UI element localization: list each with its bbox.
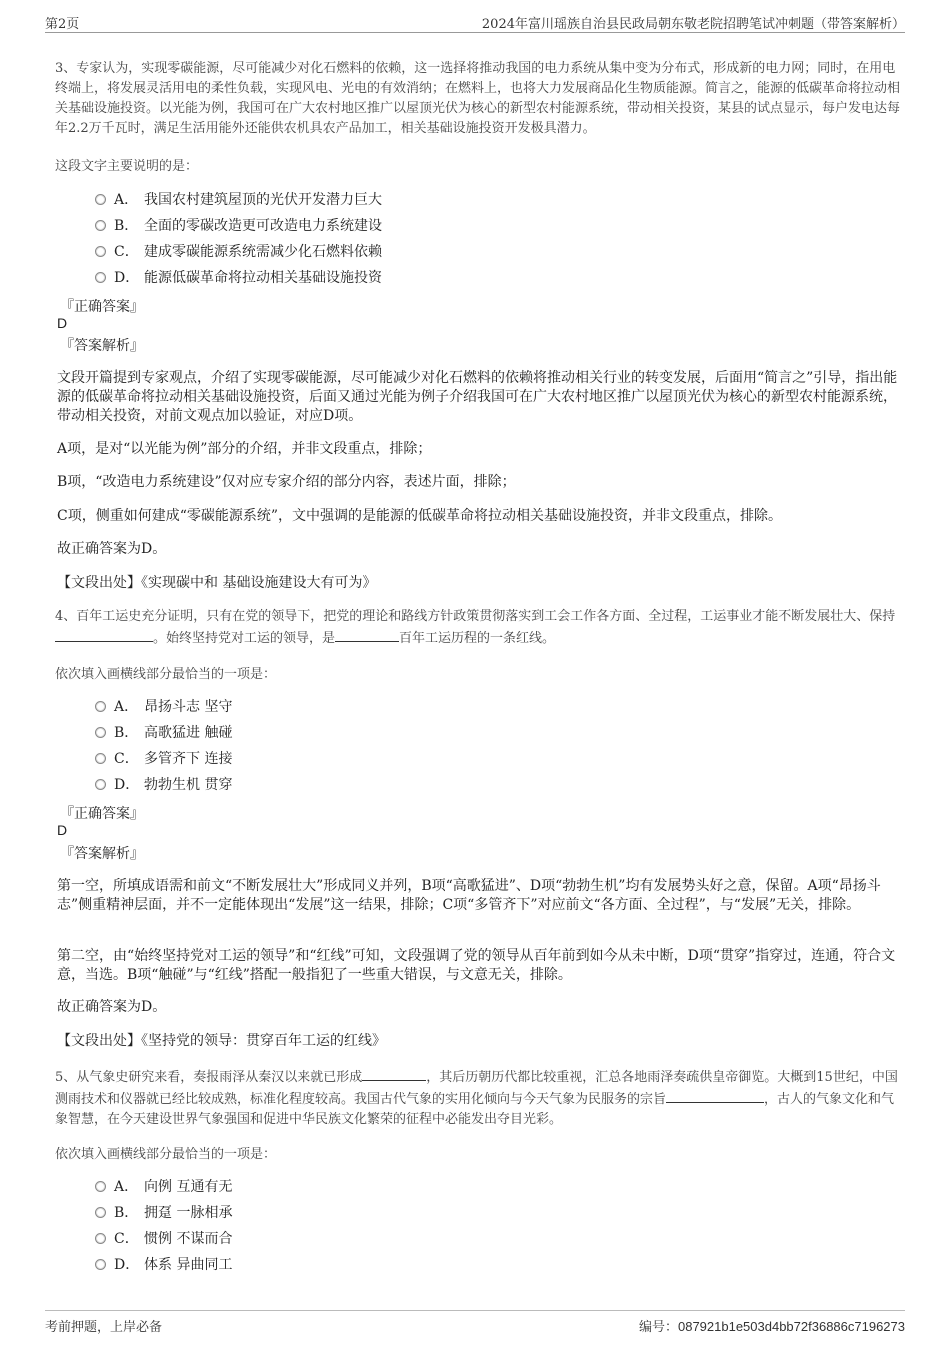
page-number: 第2页 (45, 17, 80, 32)
answer-value: D (57, 822, 68, 838)
analysis-paragraph: 第一空，所填成语需和前文“不断发展壮大”形成同义并列，B项“高歌猛进”、D项“勃勃生机”均有发展势头好之意，保留。A项“昂扬斗志”侧重精神层面，并不一定能体现出“发展”这一结果，排除；C项“多管齐下”对应前文“各方面、全过程”，与“发展”无关，排除。 (57, 878, 881, 913)
question-3-options (95, 186, 382, 290)
radio-icon[interactable] (95, 220, 106, 231)
analysis-paragraph: 文段开篇提到专家观点，介绍了实现零碳能源，尽可能减少对化石燃料的依赖将推动相关行业的转变发展，后面用“简言之”引导，指出能源的低碳革命将拉动相关基础设施投资，后面又通过光能为例子介绍我国可在广大农村地区推广以屋顶光伏为核心的新型农村能源系统，带动相关投资，对前文观点加以验证，对应D项。 (57, 370, 898, 424)
option-a[interactable]: A． 向例 互通有无 (95, 1173, 232, 1199)
radio-icon[interactable] (95, 701, 106, 712)
option-b[interactable]: B． 高歌猛进 触碰 (95, 719, 232, 745)
analysis-paragraph: 第二空，由“始终坚持党对工运的领导”和“红线”可知，文段强调了党的领导从百年前到如今从未中断，D项“贯穿”指穿过，连通，符合文意，当选。B项“触碰”与“红线”搭配一般指犯了一些重大错误，与文意无关，排除。 (57, 948, 896, 983)
radio-icon[interactable] (95, 246, 106, 257)
analysis-label: 『答案解析』 (60, 846, 144, 862)
analysis-paragraph: B项，“改造电力系统建设”仅对应专家介绍的部分内容，表述片面，排除； (57, 474, 516, 490)
analysis-conclusion: 故正确答案为D。 (57, 999, 167, 1015)
page-footer (45, 1310, 905, 1341)
radio-icon[interactable] (95, 1181, 106, 1192)
radio-icon[interactable] (95, 727, 106, 738)
page-header (45, 10, 905, 33)
blank-1 (362, 1066, 426, 1081)
question-5-prompt: 依次填入画横线部分最恰当的一项是： (55, 1147, 277, 1162)
analysis-paragraph: C项，侧重如何建成“零碳能源系统”，文中强调的是能源的低碳革命将拉动相关基础设施投资，并非文段重点，排除。 (57, 508, 783, 524)
option-a[interactable]: A． 我国农村建筑屋顶的光伏开发潜力巨大 (95, 186, 382, 212)
option-b[interactable]: B． 拥趸 一脉相承 (95, 1199, 232, 1225)
option-c[interactable]: C． 建成零碳能源系统需减少化石燃料依赖 (95, 238, 382, 264)
source-citation: 【文段出处】《实现碳中和 基础设施建设大有可为》 (57, 575, 377, 591)
blank-1 (55, 627, 153, 642)
answer-value: D (57, 315, 68, 331)
radio-icon[interactable] (95, 272, 106, 283)
question-3-prompt: 这段文字主要说明的是： (55, 159, 199, 174)
option-d[interactable]: D． 体系 异曲同工 (95, 1251, 232, 1277)
radio-icon[interactable] (95, 779, 106, 790)
option-c[interactable]: C． 多管齐下 连接 (95, 745, 232, 771)
answer-label: 『正确答案』 (60, 299, 144, 315)
answer-label: 『正确答案』 (60, 806, 144, 822)
question-3-stem: 3、专家认为，实现零碳能源，尽可能减少对化石燃料的依赖，这一选择将推动我国的电力系统从集中变为分布式，形成新的电力网；同时，在用电终端上，将发展灵活用电的柔性负载，实现风电、光电的有效消纳；在燃料上，也将大力发展商品化生物质能源。简言之，能源的低碳革命将拉动相关基础设施投资。以光能为例，我国可在广大农村地区推广以屋顶光伏为核心的新型农村能源系统，带动相关投资，某县的试点显示，每户发电达每年2.2万千瓦时，满足生活用能外还能供农机具农产品加工，相关基础设施投资开发极具潜力。 (55, 61, 901, 136)
option-d[interactable]: D． 能源低碳革命将拉动相关基础设施投资 (95, 264, 382, 290)
option-b[interactable]: B． 全面的零碳改造更可改造电力系统建设 (95, 212, 382, 238)
analysis-conclusion: 故正确答案为D。 (57, 541, 167, 557)
document-code: 编号：087921b1e503d4bb72f36886c7196273 (638, 1319, 905, 1335)
question-5-stem: 5、从气象史研究来看，奏报雨泽从秦汉以来就已形成 ，其后历朝历代都比较重视，汇总各地雨泽奏疏供皇帝御览。大概到15世纪，中国测雨技术和仪器就已经比较成熟，标准化程度较高。我国古代气象的实用化倾向与今天气象为民服务的宗旨 ，古人的气象文化和气象智慧，在今天建设世界气象强国和促进中华民族文化繁荣的征程中必能发出夺目光彩。 (55, 1066, 905, 1130)
footer-slogan: 考前押题，上岸必备 (45, 1320, 163, 1335)
analysis-paragraph: A项，是对“以光能为例”部分的介绍，并非文段重点，排除； (57, 441, 432, 457)
blank-2 (666, 1088, 764, 1103)
radio-icon[interactable] (95, 1259, 106, 1270)
option-c[interactable]: C． 惯例 不谋而合 (95, 1225, 232, 1251)
question-4-prompt: 依次填入画横线部分最恰当的一项是： (55, 667, 277, 682)
radio-icon[interactable] (95, 1207, 106, 1218)
source-citation: 【文段出处】《坚持党的领导：贯穿百年工运的红线》 (57, 1033, 386, 1049)
option-a[interactable]: A． 昂扬斗志 坚守 (95, 693, 232, 719)
analysis-label: 『答案解析』 (60, 338, 144, 354)
radio-icon[interactable] (95, 1233, 106, 1244)
question-4-options (95, 693, 232, 797)
option-d[interactable]: D． 勃勃生机 贯穿 (95, 771, 232, 797)
question-4-stem: 4、百年工运史充分证明，只有在党的领导下，把党的理论和路线方针政策贯彻落实到工会工作各方面、全过程，工运事业才能不断发展壮大、保持。始终坚持党对工运的领导，是 百年工运历程的一条红线。 (55, 609, 896, 646)
radio-icon[interactable] (95, 194, 106, 205)
radio-icon[interactable] (95, 753, 106, 764)
question-5-options (95, 1173, 232, 1277)
document-title: 2024年富川瑶族自治县民政局朝东敬老院招聘笔试冲刺题（带答案解析） (481, 17, 905, 32)
blank-2 (335, 627, 399, 642)
